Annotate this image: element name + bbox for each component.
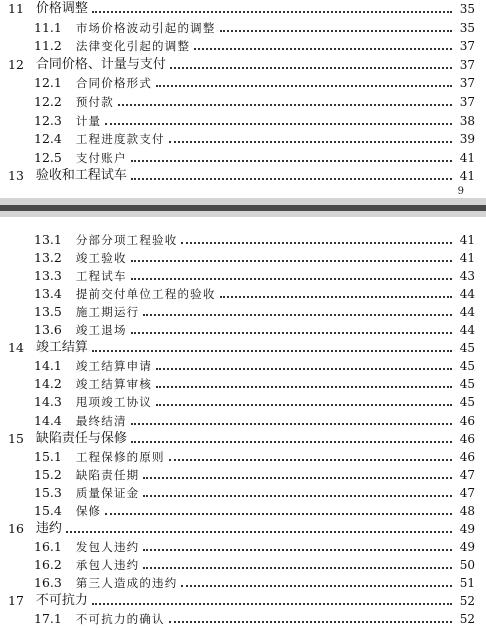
- dot-leader: [220, 294, 452, 298]
- toc-entry-page: 35: [459, 20, 475, 35]
- dot-leader: [92, 348, 452, 352]
- toc-entry-number: 14.2: [34, 376, 62, 392]
- toc-entry-title: 支付账户: [75, 150, 127, 165]
- toc-entry-number: 15.2: [34, 466, 62, 482]
- toc-entry-number: 12.4: [34, 131, 62, 147]
- dot-leader: [143, 312, 452, 316]
- toc-entry-title: 施工期运行: [75, 305, 140, 320]
- dot-leader: [156, 83, 452, 87]
- toc-entry-number: 16.3: [34, 574, 62, 590]
- toc-entry-page: 48: [459, 503, 475, 518]
- toc-entry-number: 13.2: [34, 250, 62, 266]
- toc-entry-page: 44: [459, 323, 475, 338]
- toc-entry-page: 37: [459, 39, 475, 54]
- toc-entry-title: 计量: [75, 113, 102, 128]
- toc-entry-number: 17.1: [34, 611, 62, 627]
- toc-section-entry: [0, 357, 486, 375]
- dot-leader: [131, 276, 452, 280]
- toc-section-entry: [0, 484, 486, 502]
- toc-chapter-entry: [0, 520, 486, 538]
- toc-entry-number: 16.1: [34, 538, 62, 554]
- dot-leader: [105, 511, 452, 515]
- toc-entry-title: 竣工结算: [35, 340, 88, 356]
- toc-entry-title: 预付款: [75, 95, 114, 109]
- toc-chapter-entry: [0, 339, 486, 357]
- toc-entry-title: 缺陷责任与保修: [35, 430, 127, 446]
- toc-entry-number: 16.2: [34, 556, 62, 572]
- toc-entry-page: 41: [459, 233, 475, 247]
- toc-entry-title: 甩项竣工协议: [75, 395, 153, 410]
- toc-section-entry: [0, 375, 486, 393]
- toc-entry-number: 14.4: [34, 412, 62, 428]
- toc-entry-number: 15.3: [34, 484, 62, 500]
- dot-leader: [181, 583, 452, 587]
- toc-entry-title: 工程保修的原则: [75, 449, 165, 464]
- toc-entry-number: 14: [8, 340, 24, 356]
- toc-entry-number: 15.1: [34, 448, 62, 464]
- toc-entry-page: 50: [459, 557, 475, 572]
- toc-entry-number: 13: [8, 168, 24, 184]
- toc-page-bottom: [0, 217, 486, 626]
- toc-chapter-entry: [0, 592, 486, 610]
- toc-chapter-entry: [0, 0, 486, 18]
- toc-entry-number: 13.4: [34, 286, 62, 302]
- toc-entry-page: 41: [459, 251, 475, 266]
- toc-entry-page: 37: [459, 57, 475, 72]
- toc-section-entry: [0, 321, 486, 339]
- toc-page-top: [0, 0, 486, 198]
- toc-entry-number: 14.3: [34, 394, 62, 410]
- toc-section-entry: [0, 393, 486, 411]
- toc-entry-title: 工程试车: [75, 269, 127, 284]
- toc-entry-page: 49: [459, 521, 475, 536]
- toc-entry-number: 12.1: [34, 75, 62, 91]
- dot-leader: [131, 258, 452, 262]
- toc-section-entry: [0, 249, 486, 267]
- toc-entry-page: 39: [459, 132, 475, 147]
- toc-entry-page: 46: [459, 413, 475, 428]
- toc-entry-page: 38: [459, 113, 475, 128]
- toc-entry-title: 保修: [75, 503, 102, 518]
- dot-leader: [169, 619, 452, 623]
- toc-entry-page: 49: [459, 539, 475, 554]
- toc-entry-number: 15: [8, 430, 24, 446]
- toc-section-entry: [0, 466, 486, 484]
- toc-section-entry: [0, 112, 486, 130]
- dot-leader: [156, 366, 452, 370]
- dot-leader: [131, 330, 452, 334]
- toc-entry-page: 35: [459, 2, 475, 16]
- toc-entry-page: 46: [459, 449, 475, 464]
- toc-entry-page: 44: [459, 287, 475, 302]
- page-number: 9: [457, 186, 464, 197]
- dot-leader: [143, 565, 452, 569]
- toc-entry-page: 44: [459, 305, 475, 320]
- toc-entry-page: 51: [459, 575, 475, 590]
- toc-entry-title: 不可抗力的确认: [75, 612, 165, 627]
- toc-entry-title: 违约: [35, 520, 62, 536]
- toc-entry-title: 发包人违约: [75, 539, 140, 554]
- toc-entry-title: 工程进度款支付: [75, 132, 165, 147]
- dot-leader: [92, 9, 452, 13]
- toc-chapter-entry: [0, 167, 486, 185]
- toc-entry-title: 承包人违约: [75, 557, 140, 572]
- toc-entry-title: 竣工结算申请: [75, 359, 153, 374]
- dot-leader: [143, 493, 452, 497]
- toc-chapter-entry: [0, 430, 486, 448]
- toc-section-entry: [0, 556, 486, 574]
- toc-entry-title: 不可抗力: [35, 593, 88, 608]
- toc-entry-title: 法律变化引起的调整: [75, 39, 191, 54]
- toc-entry-page: 45: [459, 395, 475, 410]
- toc-entry-page: 43: [459, 269, 475, 284]
- toc-entry-title: 质量保证金: [75, 485, 140, 500]
- toc-entry-page: 37: [459, 76, 475, 91]
- toc-entry-title: 最终结清: [75, 413, 127, 428]
- dot-leader: [156, 384, 452, 388]
- toc-entry-page: 41: [459, 169, 475, 184]
- toc-section-entry: [0, 574, 486, 592]
- dot-leader: [92, 601, 452, 605]
- toc-entry-title: 验收和工程试车: [35, 168, 127, 184]
- toc-entry-number: 11.2: [34, 38, 62, 54]
- dot-leader: [143, 547, 452, 551]
- toc-section-entry: [0, 412, 486, 430]
- separator-bar: [0, 205, 486, 211]
- toc-entry-number: 13.6: [34, 322, 62, 338]
- toc-entry-page: 37: [459, 95, 475, 109]
- toc-section-entry: [0, 93, 486, 111]
- dot-leader: [131, 176, 452, 180]
- dot-leader: [105, 121, 452, 125]
- toc-entry-title: 合同价格、计量与支付: [35, 56, 166, 72]
- dot-leader: [66, 529, 452, 533]
- toc-entry-title: 合同价格形式: [75, 76, 153, 91]
- toc-section-entry: [0, 149, 486, 167]
- toc-section-entry: [0, 37, 486, 55]
- toc-entry-number: 16: [8, 520, 24, 536]
- toc-entry-number: 14.1: [34, 358, 62, 374]
- dot-leader: [118, 102, 452, 106]
- toc-section-entry: [0, 502, 486, 520]
- toc-entry-title: 竣工结算审核: [75, 377, 153, 392]
- toc-section-entry: [0, 610, 486, 628]
- dot-leader: [181, 240, 452, 244]
- toc-entry-page: 46: [459, 431, 475, 446]
- dot-leader: [169, 457, 452, 461]
- toc-entry-page: 52: [459, 594, 475, 608]
- toc-entry-number: 13.1: [34, 232, 62, 247]
- dot-leader: [131, 158, 452, 162]
- dot-leader: [131, 421, 452, 425]
- toc-entry-title: 第三人造成的违约: [75, 575, 178, 590]
- toc-section-entry: [0, 303, 486, 321]
- toc-entry-number: 12.3: [34, 112, 62, 128]
- toc-entry-number: 13.5: [34, 304, 62, 320]
- toc-entry-number: 13.3: [34, 268, 62, 284]
- toc-entry-number: 11.1: [34, 19, 62, 35]
- toc-entry-page: 47: [459, 485, 475, 500]
- dot-leader: [170, 65, 452, 69]
- toc-entry-title: 市场价格波动引起的调整: [75, 20, 216, 35]
- toc-entry-page: 47: [459, 467, 475, 482]
- toc-entry-number: 17: [8, 593, 24, 608]
- toc-section-entry: [0, 285, 486, 303]
- toc-section-entry: [0, 130, 486, 148]
- toc-entry-number: 11: [8, 1, 24, 16]
- dot-leader: [169, 139, 452, 143]
- dot-leader: [131, 439, 452, 443]
- toc-entry-title: 竣工验收: [75, 251, 127, 266]
- toc-entry-title: 缺陷责任期: [75, 467, 140, 482]
- dot-leader: [143, 475, 452, 479]
- toc-entry-number: 15.4: [34, 502, 62, 518]
- toc-entry-page: 52: [459, 612, 475, 627]
- toc-entry-title: 价格调整: [35, 1, 88, 16]
- toc-entry-title: 提前交付单位工程的验收: [75, 287, 216, 302]
- toc-chapter-entry: [0, 56, 486, 74]
- page-separator: [0, 198, 486, 217]
- toc-entry-number: 12: [8, 56, 24, 72]
- toc-entry-page: 41: [459, 150, 475, 165]
- toc-section-entry: [0, 74, 486, 92]
- toc-entry-title: 分部分项工程验收: [75, 233, 178, 247]
- toc-section-entry: [0, 267, 486, 285]
- toc-entry-title: 竣工退场: [75, 323, 127, 338]
- toc-entry-page: 45: [459, 341, 475, 356]
- toc-section-entry: [0, 538, 486, 556]
- toc-entry-page: 45: [459, 359, 475, 374]
- dot-leader: [194, 46, 452, 50]
- toc-entry-number: 12.2: [34, 94, 62, 109]
- toc-section-entry: [0, 448, 486, 466]
- toc-section-entry: [0, 231, 486, 249]
- toc-entry-number: 12.5: [34, 149, 62, 165]
- dot-leader: [220, 28, 452, 32]
- dot-leader: [156, 402, 452, 406]
- toc-section-entry: [0, 19, 486, 37]
- toc-entry-page: 45: [459, 377, 475, 392]
